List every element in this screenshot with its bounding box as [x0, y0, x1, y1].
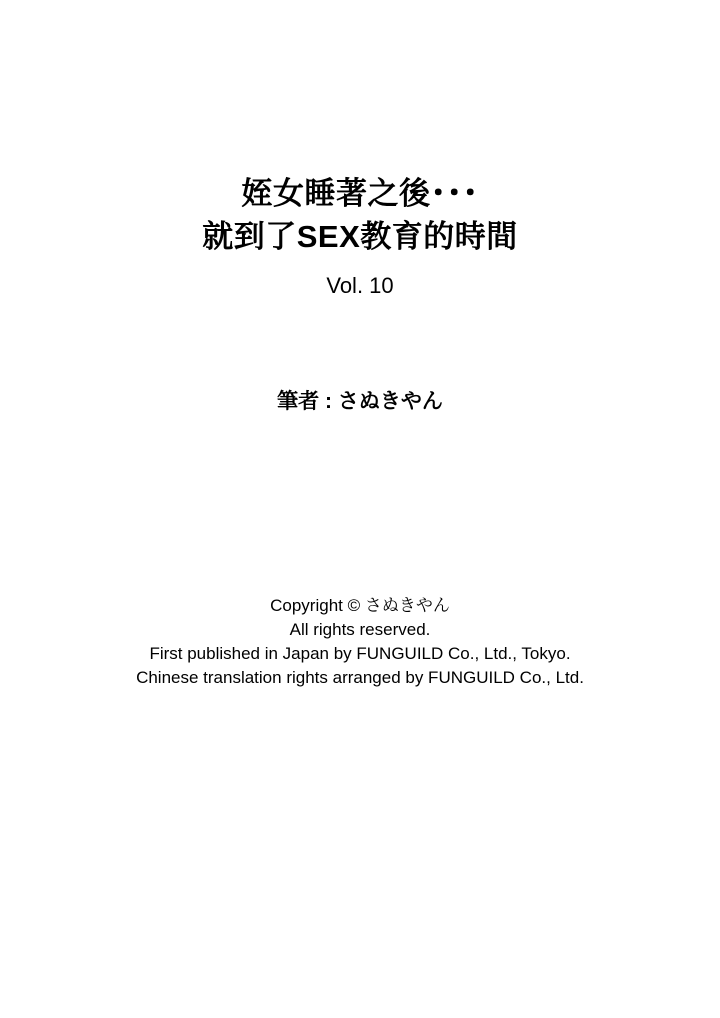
- author-credit: 筆者 : さぬきやん: [277, 390, 443, 413]
- copyright-line-2: All rights reserved.: [289, 620, 431, 639]
- title-line-2: 就到了SEX教育的時間: [202, 219, 518, 254]
- copyright-line-4: Chinese translation rights arranged by FUNGUILD Co., Ltd.: [136, 668, 584, 687]
- title-line-1: 姪女睡著之後･･･: [241, 176, 479, 211]
- copyright-line-3: First published in Japan by FUNGUILD Co., Ltd., Tokyo.: [149, 644, 571, 663]
- copyright-line-1: Copyright © さぬきやん: [270, 596, 450, 615]
- title-block: [0, 172, 720, 299]
- copyright-block: [0, 594, 720, 690]
- volume-label: Vol. 10: [326, 273, 394, 298]
